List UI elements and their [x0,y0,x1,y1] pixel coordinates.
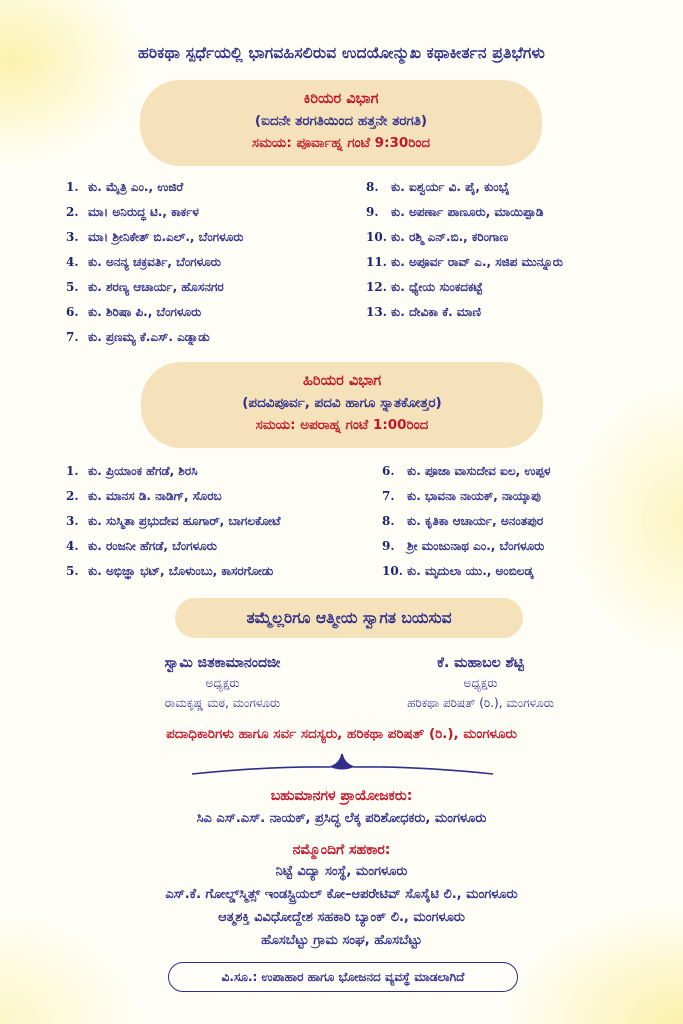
item-number: 5. [66,280,79,294]
list-item [382,459,551,484]
list-item [66,275,244,300]
participant-name: ಕು. ಅಪರ್ಣಾ ಪಾಣೂರು, ಮಾಯಿಪ್ಪಾಡಿ [391,205,544,219]
senior-section-time: ಸಮಯ: ಅಪರಾಹ್ನ ಗಂಟೆ 1:00ರಿಂದ [255,417,429,433]
host-name: ಕೆ. ಮಹಾಬಲ ಶೆಟ್ಟಿ [437,655,524,671]
junior-list-left [66,175,244,350]
item-number: 3. [66,230,79,244]
participant-name: ಕು. ಮೈತ್ರಿ ಎಂ., ಉಜಿರೆ [88,180,184,194]
welcome-banner: ತಮ್ಮೆಲ್ಲರಿಗೂ ಆತ್ಮೀಯ ಸ್ವಾಗತ ಬಯಸುವ [175,598,523,638]
list-item [66,200,244,225]
junior-section-subtitle: (ಐದನೇ ತರಗತಿಯಿಂದ ಹತ್ತನೇ ತರಗತಿ) [254,113,428,129]
supporter-line: ಹೊಸಬೆಟ್ಟು ಗ್ರಾಮ ಸಂಘ, ಹೊಸಬೆಟ್ಟು [261,933,422,948]
supporters-heading: ನಮ್ಮೊಂದಿಗೆ ಸಹಕಾರ: [292,842,391,858]
item-number: 9. [382,539,395,553]
list-item [66,250,244,275]
item-number: 8. [366,180,379,194]
participant-name: ಕು. ಅನನ್ಯ ಚಕ್ರವರ್ತಿ, ಬೆಂಗಳೂರು [88,255,221,269]
participant-name: ಕು. ರಶ್ಮಿ ಎನ್.ಬಿ., ಕರಿಂಗಾಣ [391,230,509,244]
participant-name: ಮಾ। ಶ್ರೀನಿಕೇತ್ ಬಿ.ಎಲ್., ಬೆಂಗಳೂರು [88,230,244,244]
list-item [366,225,563,250]
item-number: 3. [66,514,79,528]
host-role: ಅಧ್ಯಕ್ಷರು [205,676,240,690]
junior-section-title: ಕಿರಿಯರ ವಿಭಾಗ [303,91,379,107]
list-item [66,484,280,509]
host-name: ಸ್ವಾಮಿ ಜಿತಕಾಮಾನಂದಜೀ [164,655,281,671]
item-number: 6. [66,305,79,319]
participant-name: ಕು. ಶರಣ್ಯ ಆಚಾರ್ಯ, ಹೊಸನಗರ [88,280,224,294]
item-number: 13. [366,305,387,319]
supporter-line: ಎಸ್.ಕೆ. ಗೋಲ್ಡ್‌ಸ್ಮಿತ್ಸ್ ಇಂಡಸ್ಟ್ರಿಯಲ್ ಕೋ–ಆಪರೇಟಿವ್ ಸೊಸೈಟಿ ಲಿ., ಮಂಗಳೂರು [165,887,518,902]
item-number: 10. [366,230,387,244]
item-number: 9. [366,205,379,219]
item-number: 4. [66,539,79,553]
officers-line: ಪದಾಧಿಕಾರಿಗಳು ಹಾಗೂ ಸರ್ವ ಸದಸ್ಯರು, ಹರಿಕಥಾ ಪರಿಷತ್ (ರಿ.), ಮಂಗಳೂರು [166,726,517,742]
footnote-box: ವಿ.ಸೂ.: ಉಪಾಹಾರ ಹಾಗೂ ಭೋಜನದ ವ್ಯವಸ್ಥೆ ಮಾಡಲಾಗಿದೆ [168,962,518,992]
item-number: 2. [66,489,79,503]
item-number: 6. [382,464,395,478]
item-number: 5. [66,564,79,578]
item-number: 7. [382,489,395,503]
item-number: 1. [66,464,79,478]
participant-name: ಶ್ರೀ ಮಂಜುನಾಥ ಎಂ., ಬೆಂಗಳೂರು [407,539,545,553]
senior-section-title: ಹಿರಿಯರ ವಿಭಾಗ [302,373,382,389]
junior-section-header [140,80,542,166]
item-number: 1. [66,180,79,194]
host-role: ಅಧ್ಯಕ್ಷರು [463,676,498,690]
participant-name: ಕು. ಸುಸ್ಮಿತಾ ಪ್ರಭುದೇವ ಹೂಗಾರ್, ಬಾಗಲಕೋಟೆ [88,514,281,528]
senior-list-left [66,459,280,584]
junior-list-right [366,175,563,325]
senior-section-header [141,362,543,448]
participant-name: ಕು. ಪ್ರಣಮ್ಯ ಕೆ.ಎಸ್. ಎಡ್ನಾಡು [88,330,210,344]
list-item [382,509,551,534]
participant-name: ಕು. ಮೃದುಲಾ ಯು., ಅಂಬಿಲಡ್ಕ [407,564,534,578]
item-number: 12. [366,280,387,294]
item-number: 7. [66,330,79,344]
host-org: ಹರಿಕಥಾ ಪರಿಷತ್ (ರಿ.), ಮಂಗಳೂರು [407,696,554,710]
list-item [66,325,244,350]
list-item [366,200,563,225]
item-number: 4. [66,255,79,269]
junior-section-time: ಸಮಯ: ಪೂರ್ವಾಹ್ನ ಗಂಟೆ 9:30ರಿಂದ [251,135,431,151]
sponsors-line: ಸಿಎ ಎಸ್.ಎಸ್. ನಾಯಕ್, ಪ್ರಸಿದ್ಧ ಲೆಕ್ಕ ಪರಿಶೋಧಕರು, ಮಂಗಳೂರು [196,811,487,826]
participant-name: ಕು. ಮಾನಸ ಡಿ. ನಾಡಿಗ್, ಸೊರಬ [88,489,222,503]
host-1 [110,653,335,713]
list-item [66,459,280,484]
list-item [66,509,280,534]
senior-section-subtitle: (ಪದವಿಪೂರ್ವ, ಪದವಿ ಹಾಗೂ ಸ್ನಾತಕೋತ್ತರ) [242,395,442,411]
participant-name: ಕು. ಪೂಜಾ ವಾಸುದೇವ ಐಲ, ಉಪ್ಪಳ [407,464,551,478]
participant-name: ಕು. ದೇವಿಕಾ ಕೆ. ಮಾಣಿ [391,305,481,319]
list-item [66,175,244,200]
supporter-line: ನಿಟ್ಟೆ ವಿದ್ಯಾ ಸಂಸ್ಥೆ, ಮಂಗಳೂರು [275,864,408,879]
list-item [366,250,563,275]
ornament-divider [190,752,495,778]
list-item [382,559,551,584]
list-item [66,559,280,584]
item-number: 11. [366,255,387,269]
item-number: 2. [66,205,79,219]
item-number: 8. [382,514,395,528]
host-2 [368,653,593,713]
participant-name: ಕು. ರಂಜನೀ ಹೆಗಡೆ, ಬೆಂಗಳೂರು [88,539,217,553]
list-item [366,275,563,300]
participant-name: ಮಾ। ಅನಿರುದ್ಧ ಟಿ., ಕಾರ್ಕಳ [88,205,199,219]
supporter-line: ಆತ್ಮಶಕ್ತಿ ವಿವಿಧೋದ್ದೇಶ ಸಹಕಾರಿ ಬ್ಯಾಂಕ್ ಲಿ., ಮಂಗಳೂರು [218,910,465,925]
page-title: ಹರಿಕಥಾ ಸ್ಪರ್ಧೆಯಲ್ಲಿ ಭಾಗವಹಿಸಲಿರುವ ಉದಯೋನ್ಮುಖ ಕಥಾಕೀರ್ತನ ಪ್ರತಿಭೆಗಳು [137,44,546,62]
list-item [366,300,563,325]
host-org: ರಾಮಕೃಷ್ಣ ಮಠ, ಮಂಗಳೂರು [164,696,281,710]
participant-name: ಕು. ಶಿರಿಷಾ ಪಿ., ಬೆಂಗಳೂರು [88,305,202,319]
participant-name: ಕು. ಧ್ಯೇಯ ಸುಂಕದಕಟ್ಟೆ [391,280,483,294]
senior-list-right [382,459,551,584]
participant-name: ಕು. ಅಪೂರ್ವ ರಾವ್ ಎ., ಸಜಿಪ ಮುನ್ನೂರು [391,255,563,269]
list-item [382,484,551,509]
participant-name: ಕು. ಭಾವನಾ ನಾಯಕ್, ನಾಯ್ಕಾಪು [407,489,541,503]
participant-name: ಕು. ಅಭಿಜ್ಞಾ ಭಟ್, ಬೊಳುಂಬು, ಕಾಸರಗೋಡು [88,564,274,578]
list-item [382,534,551,559]
sponsors-heading: ಬಹುಮಾನಗಳ ಪ್ರಾಯೋಜಕರು: [270,788,413,804]
list-item [66,534,280,559]
item-number: 10. [382,564,403,578]
list-item [366,175,563,200]
list-item [66,225,244,250]
participant-name: ಕು. ಕೃತಿಕಾ ಆಚಾರ್ಯ, ಅನಂತಪುರ [407,514,544,528]
list-item [66,300,244,325]
participant-name: ಕು. ಪ್ರಿಯಾಂಕ ಹೆಗಡೆ, ಶಿರಸಿ [88,464,198,478]
participant-name: ಕು. ಐಶ್ವರ್ಯ ವಿ. ಪೈ, ಕುಂಭೈ [391,180,510,194]
